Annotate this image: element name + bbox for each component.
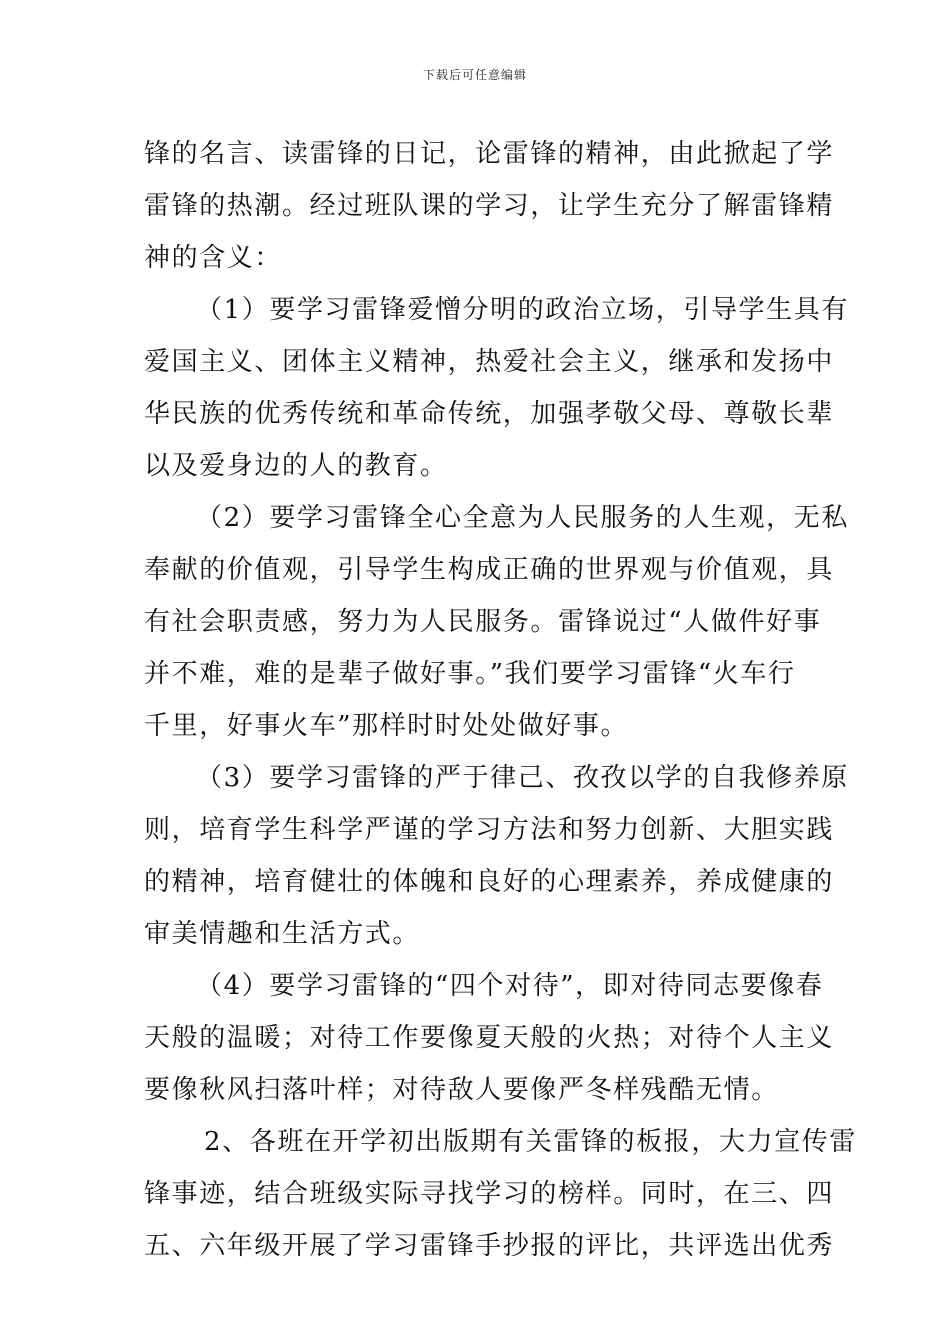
text-line: 天般的温暖；对待工作要像夏天般的火热；对待个人主义: [144, 1023, 835, 1053]
list-item-2-start: （2）要学习雷锋全心全意为人民服务的人生观，无私: [196, 503, 849, 533]
paragraph-2-start: 2、各班在开学初出版期有关雷锋的板报，大力宣传雷: [204, 1127, 857, 1157]
text-line: 锋的名言、读雷锋的日记，论雷锋的精神，由此掀起了学: [144, 139, 835, 169]
body-text: [144, 128, 857, 1272]
text-line: 则，培育学生科学严谨的学习方法和努力创新、大胆实践: [144, 815, 835, 845]
text-line: 审美情趣和生活方式。: [144, 919, 421, 949]
text-line: 以及爱身边的人的教育。: [144, 451, 448, 481]
list-item-1-start: （1）要学习雷锋爱憎分明的政治立场，引导学生具有: [196, 295, 849, 325]
text-line: 有社会职责感，努力为人民服务。雷锋说过“人做件好事: [144, 607, 822, 637]
text-line: 雷锋的热潮。经过班队课的学习，让学生充分了解雷锋精: [144, 191, 835, 221]
text-line: 奉献的价值观，引导学生构成正确的世界观与价值观，具: [144, 555, 835, 585]
page-header: 下载后可任意编辑: [422, 68, 527, 82]
text-line: 爱国主义、团体主义精神，热爱社会主义，继承和发扬中: [144, 347, 835, 377]
text-line: 千里，好事火车”那样时时处处做好事。: [144, 711, 629, 741]
text-line: 锋事迹，结合班级实际寻找学习的榜样。同时，在三、四: [144, 1179, 835, 1209]
text-line: 五、六年级开展了学习雷锋手抄报的评比，共评选出优秀: [144, 1231, 835, 1261]
text-line: 要像秋风扫落叶样；对待敌人要像严冬样残酷无情。: [144, 1075, 779, 1105]
text-line: 的精神，培育健壮的体魄和良好的心理素养，养成健康的: [144, 867, 835, 897]
text-line: 华民族的优秀传统和革命传统，加强孝敬父母、尊敬长辈: [144, 399, 835, 429]
list-item-4-start: （4）要学习雷锋的“四个对待”，即对待同志要像春: [196, 971, 824, 1001]
text-line: 并不难，难的是辈子做好事。”我们要学习雷锋“火车行: [144, 659, 796, 689]
list-item-3-start: （3）要学习雷锋的严于律己、孜孜以学的自我修养原: [196, 763, 849, 793]
text-line: 神的含义：: [144, 243, 283, 273]
